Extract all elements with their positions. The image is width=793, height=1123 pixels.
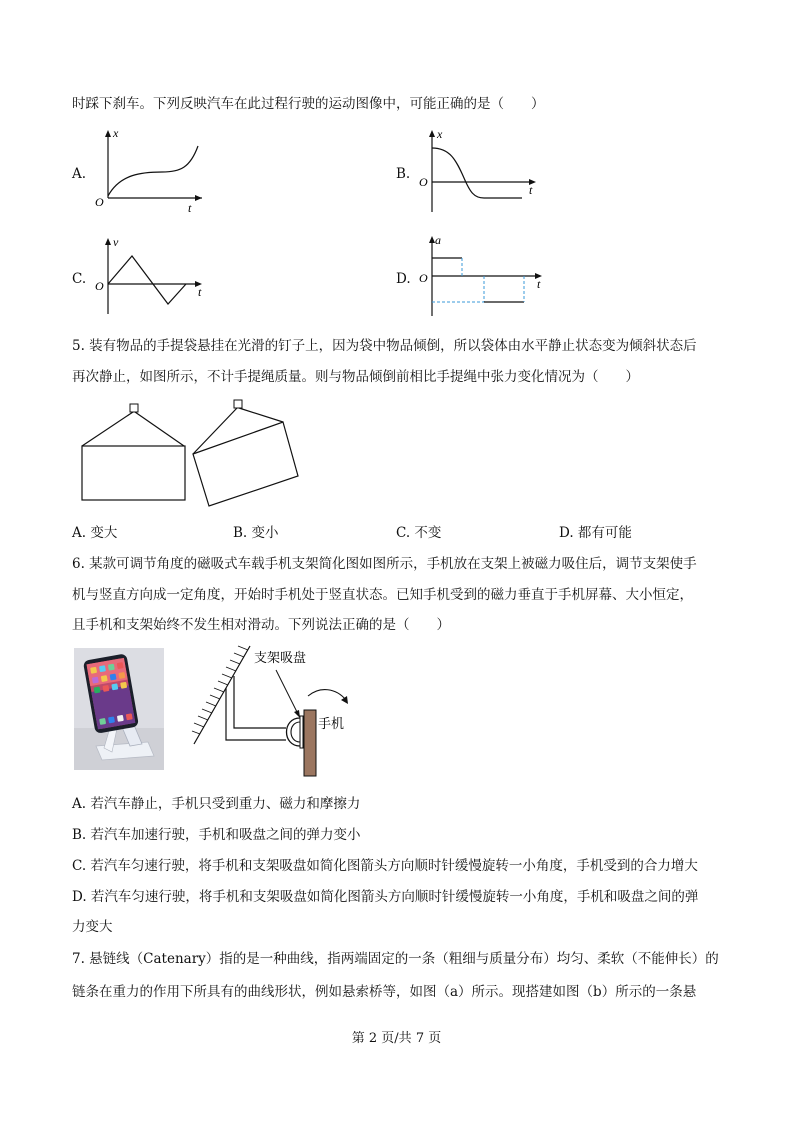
- q7-line1: 7. 悬链线（Catenary）指的是一种曲线，指两端固定的一条（粗细与质量分布）均匀、柔软（不能伸长）的: [72, 951, 719, 967]
- q4-option-a-label: A.: [72, 166, 87, 182]
- q5-line2: 再次静止，如图所示，不计手提绳质量。则与物品倾倒前相比手提绳中张力变化情况为（ ）: [72, 369, 639, 385]
- q5-option-a: A. 变大: [72, 525, 118, 541]
- graph-b-ylabel: x: [437, 127, 443, 141]
- q4-stem: 时踩下刹车。下列反映汽车在此过程行驶的运动图像中，可能正确的是（ ）: [72, 96, 545, 112]
- q4-graph-a: [92, 126, 212, 216]
- graph-c-xlabel: t: [198, 285, 202, 299]
- phone-holder-photo: [74, 648, 164, 770]
- q6-option-b: B. 若汽车加速行驶，手机和吸盘之间的弹力变小: [72, 827, 361, 843]
- q4-option-d-label: D.: [396, 271, 411, 287]
- page-footer: 第 2 页/共 7 页: [351, 1031, 442, 1046]
- q6-option-d: D. 若汽车匀速行驶，将手机和支架吸盘如简化图箭头方向顺时针缓慢旋转一小角度，手机和吸盘之间的弹: [72, 889, 699, 905]
- graph-c-ylabel: v: [113, 235, 119, 249]
- q5-line1: 5. 装有物品的手提袋悬挂在光滑的钉子上，因为袋中物品倾倒，所以袋体由水平静止状态变为倾斜状态后: [72, 338, 697, 354]
- q4-graph-c: [92, 234, 212, 320]
- q6-line2: 机与竖直方向成一定角度，开始时手机处于竖直状态。已知手机受到的磁力垂直于手机屏幕、大小恒定，: [72, 587, 693, 603]
- graph-b-xlabel: t: [529, 183, 533, 197]
- graph-a-ylabel: x: [113, 126, 119, 140]
- q4-option-c-label: C.: [72, 271, 87, 287]
- q4-graph-d: [416, 232, 551, 320]
- q7-line2: 链条在重力的作用下所具有的曲线形状，例如悬索桥等，如图（a）所示。现搭建如图（b）所示的一条悬: [72, 984, 697, 1000]
- q6-option-c: C. 若汽车匀速行驶，将手机和支架吸盘如简化图箭头方向顺时针缓慢旋转一小角度，手机受到的合力增大: [72, 858, 698, 874]
- graph-b-origin: O: [419, 175, 428, 189]
- q5-option-d: D. 都有可能: [559, 525, 632, 541]
- q5-bag-diagram: [72, 394, 312, 514]
- graph-d-xlabel: t: [537, 277, 541, 291]
- holder-diagram: [190, 640, 370, 780]
- q6-line1: 6. 某款可调节角度的磁吸式车载手机支架简化图如图所示，手机放在支架上被磁力吸住后，调节支架使手: [72, 556, 697, 572]
- q6-line3: 且手机和支架始终不发生相对滑动。下列说法正确的是（ ）: [72, 617, 450, 633]
- graph-a-xlabel: t: [188, 201, 192, 215]
- q6-option-d-cont: 力变大: [72, 919, 113, 935]
- q4-graph-b: [416, 126, 546, 216]
- holder-label: 支架吸盘: [254, 650, 307, 665]
- phone-label: 手机: [318, 716, 345, 731]
- q6-option-a: A. 若汽车静止，手机只受到重力、磁力和摩擦力: [72, 796, 361, 812]
- q5-option-c: C. 不变: [396, 525, 442, 541]
- q4-option-b-label: B.: [396, 166, 411, 182]
- graph-d-origin: O: [419, 271, 428, 285]
- q5-option-b: B. 变小: [233, 525, 279, 541]
- graph-c-origin: O: [95, 279, 104, 293]
- graph-a-origin: O: [95, 195, 104, 209]
- graph-d-ylabel: a: [435, 233, 441, 247]
